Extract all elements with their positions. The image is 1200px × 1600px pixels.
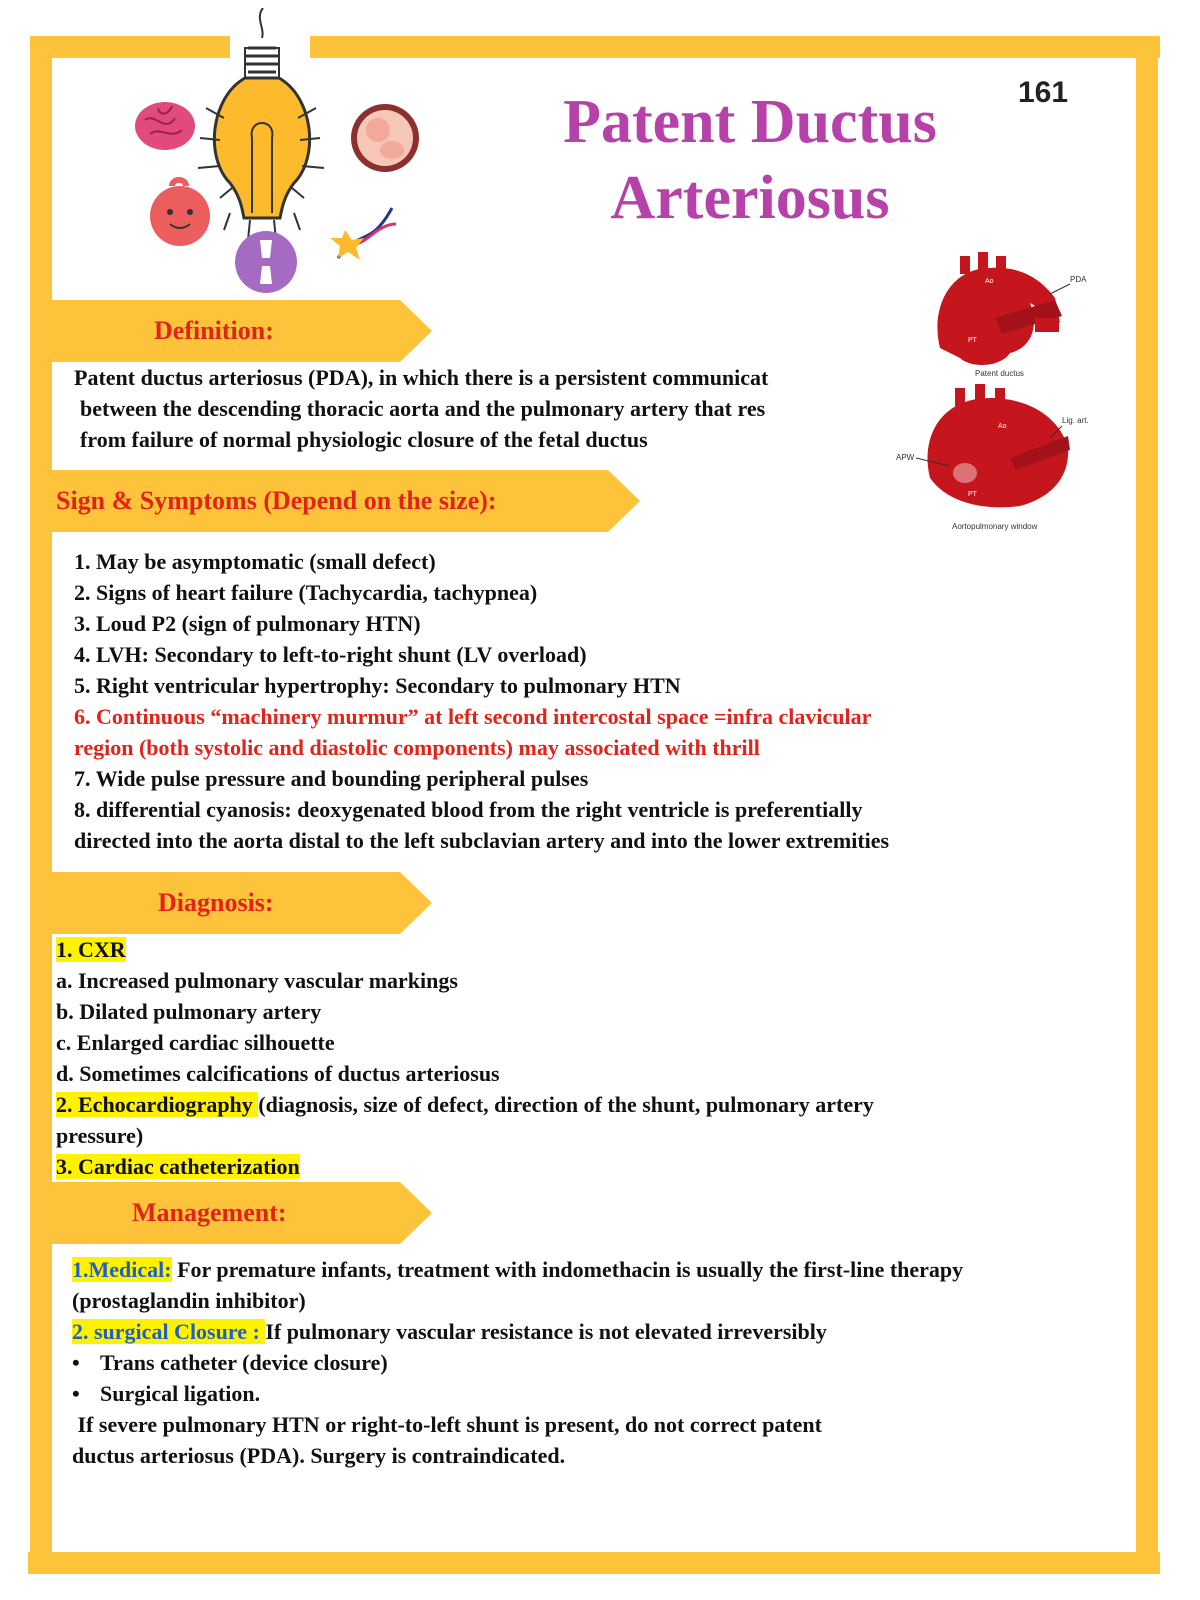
header-illustration <box>120 8 440 293</box>
management-medical-text: For premature infants, treatment with indomethacin is usually the first-line therapy <box>171 1257 964 1282</box>
diagram-bottom-caption: Aortopulmonary window <box>952 522 1038 531</box>
definition-line: Patent ductus arteriosus (PDA), in which there is a persistent communicat <box>74 365 769 390</box>
joint-icon <box>235 231 297 293</box>
management-heading: Management: <box>132 1198 287 1227</box>
diagnosis-banner <box>52 872 432 934</box>
management-list <box>72 1254 963 1471</box>
diagnosis-item: d. Sometimes calcifications of ductus arteriosus <box>56 1061 500 1086</box>
definition-line: from failure of normal physiologic closure of the fetal ductus <box>80 427 648 452</box>
signs-list <box>74 546 889 856</box>
diagram-top-caption: Patent ductus <box>975 369 1024 378</box>
diagnosis-echo-detail: (diagnosis, size of defect, direction of the shunt, pulmonary artery <box>258 1092 874 1117</box>
management-surgical-label: 2. surgical Closure : <box>72 1319 266 1344</box>
diagnosis-echo-detail-cont: pressure) <box>56 1123 144 1148</box>
definition-text <box>74 362 768 455</box>
page-title <box>480 84 1020 236</box>
dna-icon <box>330 208 396 260</box>
sign-item: 5. Right ventricular hypertrophy: Secondary to pulmonary HTN <box>74 673 681 698</box>
diagram-apw-label: APW <box>896 453 915 462</box>
diagnosis-list <box>56 934 874 1182</box>
sign-item: 7. Wide pulse pressure and bounding peripheral pulses <box>74 766 589 791</box>
diagram-ao-label: Ao <box>985 278 994 285</box>
diagnosis-cath: 3. Cardiac catheterization <box>56 1154 300 1179</box>
title-line-2: Arteriosus <box>610 164 890 232</box>
sign-item: 8. differential cyanosis: deoxygenated blood from the right ventricle is preferentially <box>74 797 863 822</box>
diagram-pda-label: PDA <box>1070 275 1087 284</box>
bullet-icon: • <box>72 1381 80 1406</box>
management-bullet: Surgical ligation. <box>100 1381 261 1406</box>
management-medical-label: 1.Medical: <box>72 1257 172 1282</box>
patent-ductus-figure <box>937 252 1087 378</box>
page-number: 161 <box>1018 76 1069 109</box>
sign-item: directed into the aorta distal to the left subclavian artery and into the lower extremities <box>74 828 890 853</box>
diagnosis-echo: 2. Echocardiography <box>56 1092 259 1117</box>
management-note: ductus arteriosus (PDA). Surgery is contraindicated. <box>72 1443 566 1468</box>
definition-line: between the descending thoracic aorta and the pulmonary artery that res <box>80 396 766 421</box>
bullet-icon: • <box>72 1350 80 1375</box>
diagnosis-item: a. Increased pulmonary vascular markings <box>56 968 458 993</box>
brain-icon <box>135 102 195 150</box>
diagram-pt-label: PT <box>968 337 977 344</box>
diagram-ao2-label: Ao <box>998 423 1007 430</box>
frame-left <box>30 36 52 1574</box>
sign-item: 3. Loud P2 (sign of pulmonary HTN) <box>74 611 421 636</box>
heart-face-icon <box>150 180 210 246</box>
frame-right <box>1136 36 1158 1574</box>
management-bullet: Trans catheter (device closure) <box>100 1350 388 1375</box>
diagram-lig-label: Lig. art. <box>1062 416 1089 425</box>
sign-item-murmur-cont: region (both systolic and diastolic components) may associated with thrill <box>74 735 760 760</box>
frame-bottom <box>28 1552 1160 1574</box>
lightbulb-icon <box>198 8 324 240</box>
diagnosis-item: c. Enlarged cardiac silhouette <box>56 1030 335 1055</box>
sign-item: 4. LVH: Secondary to left-to-right shunt (LV overload) <box>74 642 587 667</box>
sign-item: 1. May be asymptomatic (small defect) <box>74 549 436 574</box>
pda-diagram <box>890 248 1100 538</box>
diagnosis-cxr: 1. CXR <box>56 937 126 962</box>
management-banner <box>52 1182 432 1244</box>
title-line-1: Patent Ductus <box>563 88 937 156</box>
management-note: If severe pulmonary HTN or right-to-left shunt is present, do not correct patent <box>72 1412 822 1437</box>
diagnosis-heading: Diagnosis: <box>158 888 274 917</box>
diagram-pt2-label: PT <box>968 491 977 498</box>
management-surgical-text: If pulmonary vascular resistance is not elevated irreversibly <box>265 1319 827 1344</box>
aortopulmonary-window-figure <box>896 384 1089 531</box>
fetus-icon <box>351 104 419 172</box>
definition-heading: Definition: <box>154 316 274 345</box>
sign-item: 2. Signs of heart failure (Tachycardia, tachypnea) <box>74 580 538 605</box>
sign-item-murmur: 6. Continuous “machinery murmur” at left second intercostal space =infra clavicular <box>74 704 872 729</box>
definition-banner <box>52 300 432 362</box>
signs-banner <box>52 470 640 532</box>
signs-heading: Sign & Symptoms (Depend on the size): <box>56 486 497 515</box>
management-medical-text-cont: (prostaglandin inhibitor) <box>72 1288 306 1313</box>
diagnosis-item: b. Dilated pulmonary artery <box>56 999 322 1024</box>
